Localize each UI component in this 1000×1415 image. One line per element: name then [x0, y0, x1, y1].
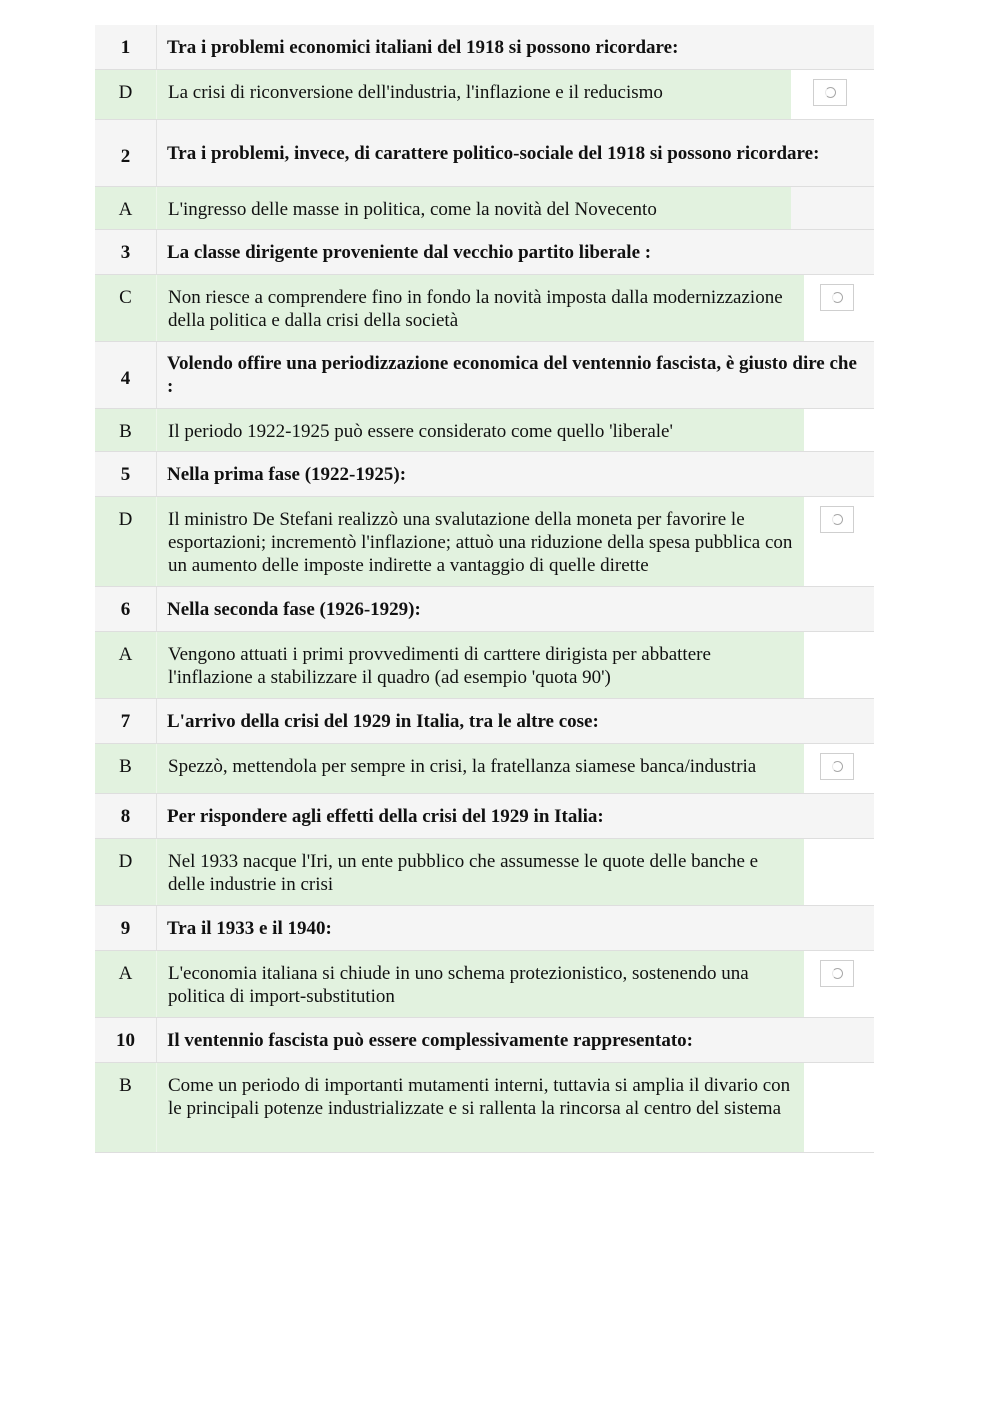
question-text: Tra i problemi, invece, di carattere politico-sociale del 1918 si possono ricordare:: [167, 142, 820, 164]
question-text: Per rispondere agli effetti della crisi del 1929 in Italia:: [167, 805, 604, 827]
radio-icon: [832, 761, 843, 772]
answer-side-cell: [804, 409, 874, 451]
answer-letter: A: [95, 187, 157, 229]
answer-text: Nel 1933 nacque l'Iri, un ente pubblico che assumesse le quote delle banche e delle industrie in crisi: [168, 851, 759, 895]
answer-text: Non riesce a comprendere fino in fondo la novità imposta dalla modernizzazione della politica e dalla crisi della società: [168, 287, 783, 331]
question-row: [95, 906, 874, 951]
question-text: Nella seconda fase (1926-1929):: [167, 598, 421, 620]
answer-row: [95, 1063, 874, 1153]
answer-text: L'economia italiana si chiude in uno schema protezionistico, sostenendo una politica di import-substitution: [168, 963, 749, 1007]
radio-icon: [832, 514, 843, 525]
question-text: Tra i problemi economici italiani del 1918 si possono ricordare:: [167, 36, 679, 58]
answer-letter: C: [95, 275, 157, 341]
answer-row: [95, 951, 874, 1018]
answer-row: [95, 409, 874, 452]
answer-text: Vengono attuati i primi provvedimenti di carttere dirigista per abbattere l'inflazione a stabilizzare il quadro (ad esempio 'quota 90'): [168, 644, 711, 688]
question-text: Tra il 1933 e il 1940:: [167, 917, 332, 939]
question-number: 8: [95, 794, 157, 838]
answer-side-cell: [804, 951, 874, 1017]
question-text: Volendo offire una periodizzazione economica del ventennio fascista, è giusto dire che :: [167, 353, 857, 397]
answer-side-cell: [804, 497, 874, 586]
question-number: 4: [95, 342, 157, 408]
answer-row: [95, 497, 874, 587]
question-number: 1: [95, 25, 157, 69]
answer-text: Spezzò, mettendola per sempre in crisi, la fratellanza siamese banca/industria: [168, 756, 757, 777]
question-number: 9: [95, 906, 157, 950]
question-number: 3: [95, 230, 157, 274]
answer-letter: A: [95, 632, 157, 698]
question-text: L'arrivo della crisi del 1929 in Italia, tra le altre cose:: [167, 710, 599, 732]
answer-side-cell: [804, 275, 874, 341]
answer-text: Il periodo 1922-1925 può essere considerato come quello 'liberale': [168, 421, 673, 442]
answer-row: [95, 275, 874, 342]
answer-text: La crisi di riconversione dell'industria, l'inflazione e il reducismo: [168, 82, 663, 103]
question-text: Nella prima fase (1922-1925):: [167, 463, 407, 485]
answer-letter: B: [95, 409, 157, 451]
answer-side-cell: [804, 839, 874, 905]
question-row: [95, 794, 874, 839]
answer-row: [95, 744, 874, 794]
radio-button[interactable]: [820, 284, 854, 311]
radio-button[interactable]: [820, 753, 854, 780]
answer-text: L'ingresso delle masse in politica, come la novità del Novecento: [168, 199, 657, 220]
question-row: [95, 587, 874, 632]
answer-row: [95, 839, 874, 906]
answer-row: [95, 70, 874, 120]
question-row: [95, 25, 874, 70]
question-number: 7: [95, 699, 157, 743]
radio-button[interactable]: [813, 79, 847, 106]
question-row: [95, 342, 874, 409]
answer-side-cell: [791, 187, 874, 229]
answer-letter: B: [95, 744, 157, 793]
answer-letter: D: [95, 70, 157, 119]
question-row: [95, 1018, 874, 1063]
question-row: [95, 120, 874, 187]
radio-button[interactable]: [820, 960, 854, 987]
question-row: [95, 452, 874, 497]
question-row: [95, 230, 874, 275]
answer-side-cell: [804, 632, 874, 698]
question-row: [95, 699, 874, 744]
answer-text: Come un periodo di importanti mutamenti interni, tuttavia si amplia il divario con le principali potenze industrializzate e si rallenta la rincorsa al centro del sistema: [168, 1075, 791, 1119]
answer-letter: B: [95, 1063, 157, 1152]
answer-letter: D: [95, 497, 157, 586]
radio-icon: [832, 292, 843, 303]
question-number: 5: [95, 452, 157, 496]
answer-row: [95, 187, 874, 230]
question-text: Il ventennio fascista può essere complessivamente rappresentato:: [167, 1029, 693, 1051]
answer-letter: A: [95, 951, 157, 1017]
answer-row: [95, 632, 874, 699]
quiz-table: [95, 25, 874, 1153]
question-number: 2: [95, 120, 157, 186]
answer-letter: D: [95, 839, 157, 905]
question-number: 10: [95, 1018, 157, 1062]
radio-icon: [825, 87, 836, 98]
radio-button[interactable]: [820, 506, 854, 533]
answer-side-cell: [804, 1063, 874, 1152]
question-number: 6: [95, 587, 157, 631]
question-text: La classe dirigente proveniente dal vecchio partito liberale :: [167, 241, 652, 263]
radio-icon: [832, 968, 843, 979]
answer-side-cell: [804, 744, 874, 793]
answer-side-cell: [791, 70, 874, 119]
answer-text: Il ministro De Stefani realizzò una svalutazione della moneta per favorire le esportazioni; incrementò l'inflazione; attuò una riduzione della spesa pubblica con un aumento delle imposte indirette a vantaggio di quelle dirette: [168, 509, 793, 576]
